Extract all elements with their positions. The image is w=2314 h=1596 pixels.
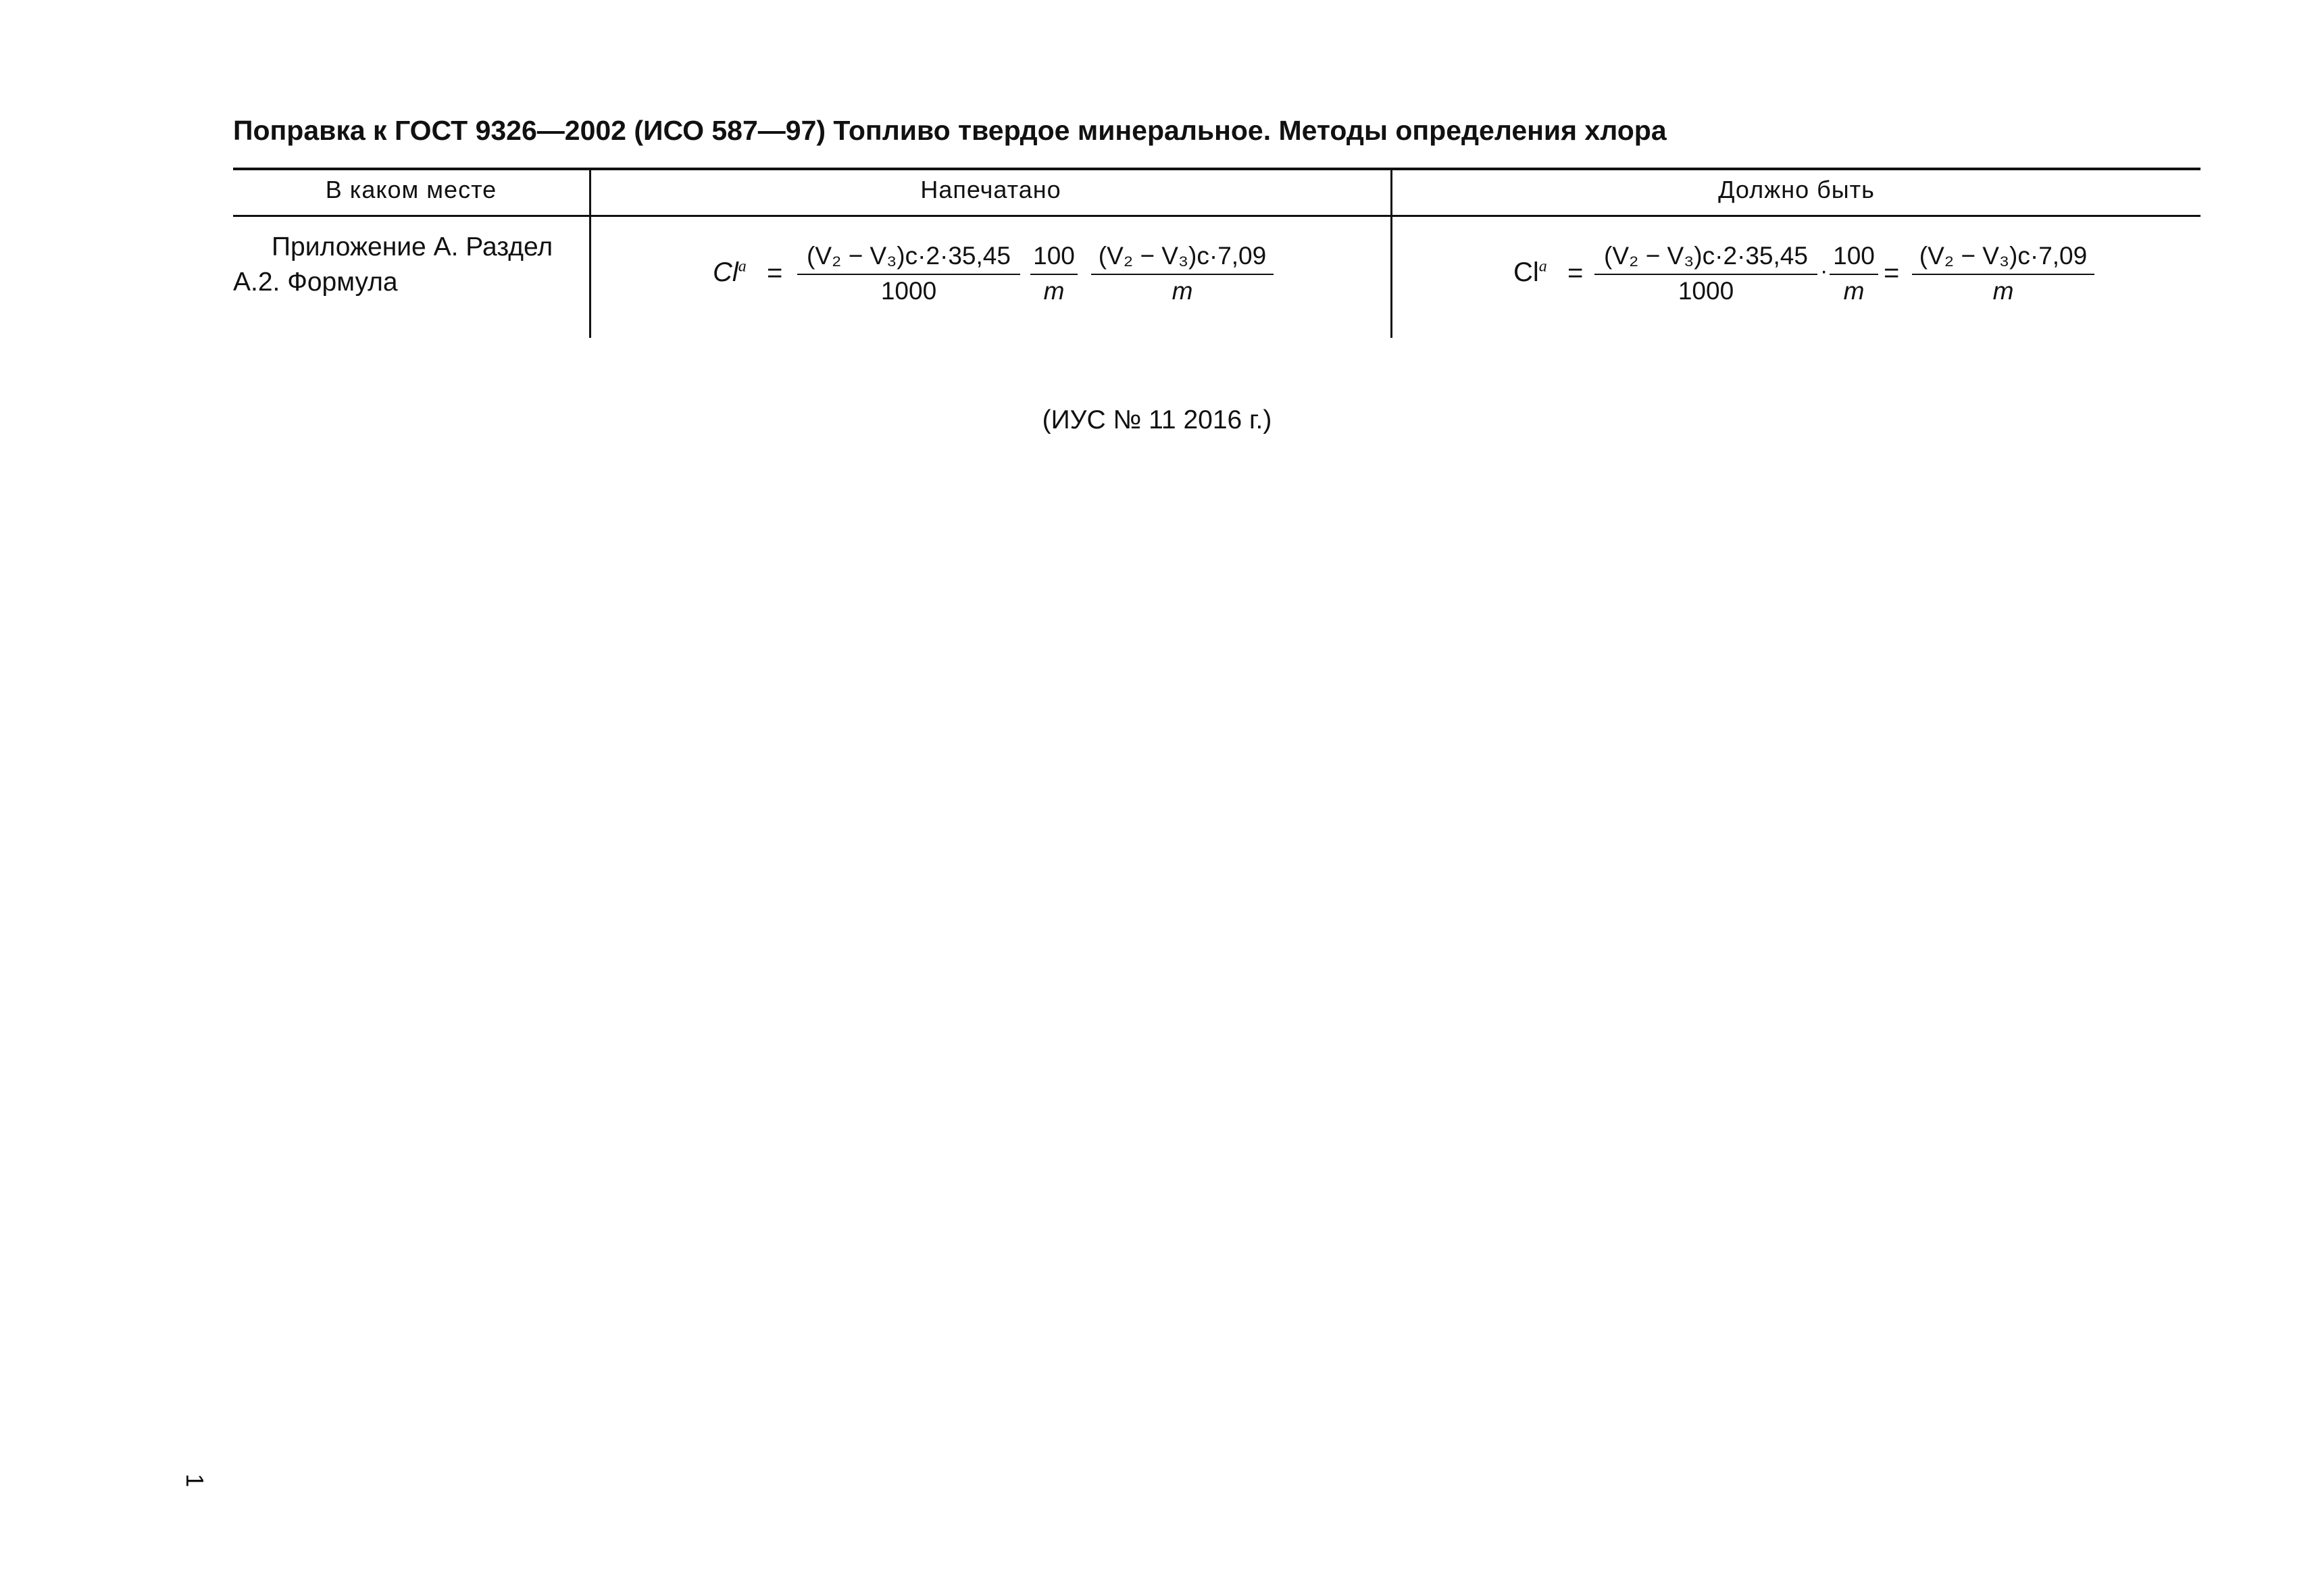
fraction-numerator: (V₂ − V₃)c·2·35,45 (807, 242, 1011, 270)
formula-correct-equals: = (1567, 258, 1584, 288)
formula-printed-frac2 (1030, 240, 1078, 307)
document-title: Поправка к ГОСТ 9326—2002 (ИСО 587—97) Топливо твердое минеральное. Методы определения хлора (233, 115, 1667, 146)
fraction-denominator: m (1843, 277, 1865, 305)
header-printed: Напечатано (920, 176, 1061, 203)
table-header-rule (233, 215, 2200, 217)
formula-correct-frac2 (1830, 240, 1878, 307)
footer-reference: (ИУС № 11 2016 г.) (1042, 405, 1272, 434)
cell-where: Приложение А. Раздел А.2. Формула (233, 232, 553, 297)
fraction-numerator: (V₂ − V₃)c·2·35,45 (1604, 242, 1808, 270)
fraction-denominator: 1000 (1678, 277, 1734, 305)
fraction-denominator: 1000 (880, 277, 937, 305)
fraction-numerator: (V₂ − V₃)c·7,09 (1098, 242, 1267, 270)
formula-correct-frac1 (1594, 240, 1817, 307)
formula-correct-frac3 (1912, 240, 2094, 307)
formula-correct-multiply-dot: · (1820, 258, 1828, 284)
header-where: В каком месте (325, 176, 497, 203)
formula-printed-lhs: Cl$^a$ (713, 257, 747, 287)
fraction-denominator: m (1992, 277, 2014, 305)
formula-printed-equals: = (767, 258, 783, 288)
fraction-numerator: (V₂ − V₃)c·7,09 (1919, 242, 2088, 270)
fraction-numerator: 100 (1833, 242, 1875, 270)
fraction-numerator: 100 (1033, 242, 1075, 270)
fraction-denominator: m (1172, 277, 1193, 305)
table-top-rule (233, 168, 2200, 170)
fraction-denominator: m (1043, 277, 1065, 305)
formula-correct-equals-2: = (1884, 258, 1900, 288)
formula-printed-frac3 (1091, 240, 1274, 307)
header-should-be: Должно быть (1718, 176, 1875, 203)
formula-correct-lhs: Cl$^a$ (1513, 257, 1547, 287)
page-mark: 1 (181, 1473, 209, 1488)
formula-printed-frac1 (797, 240, 1020, 307)
